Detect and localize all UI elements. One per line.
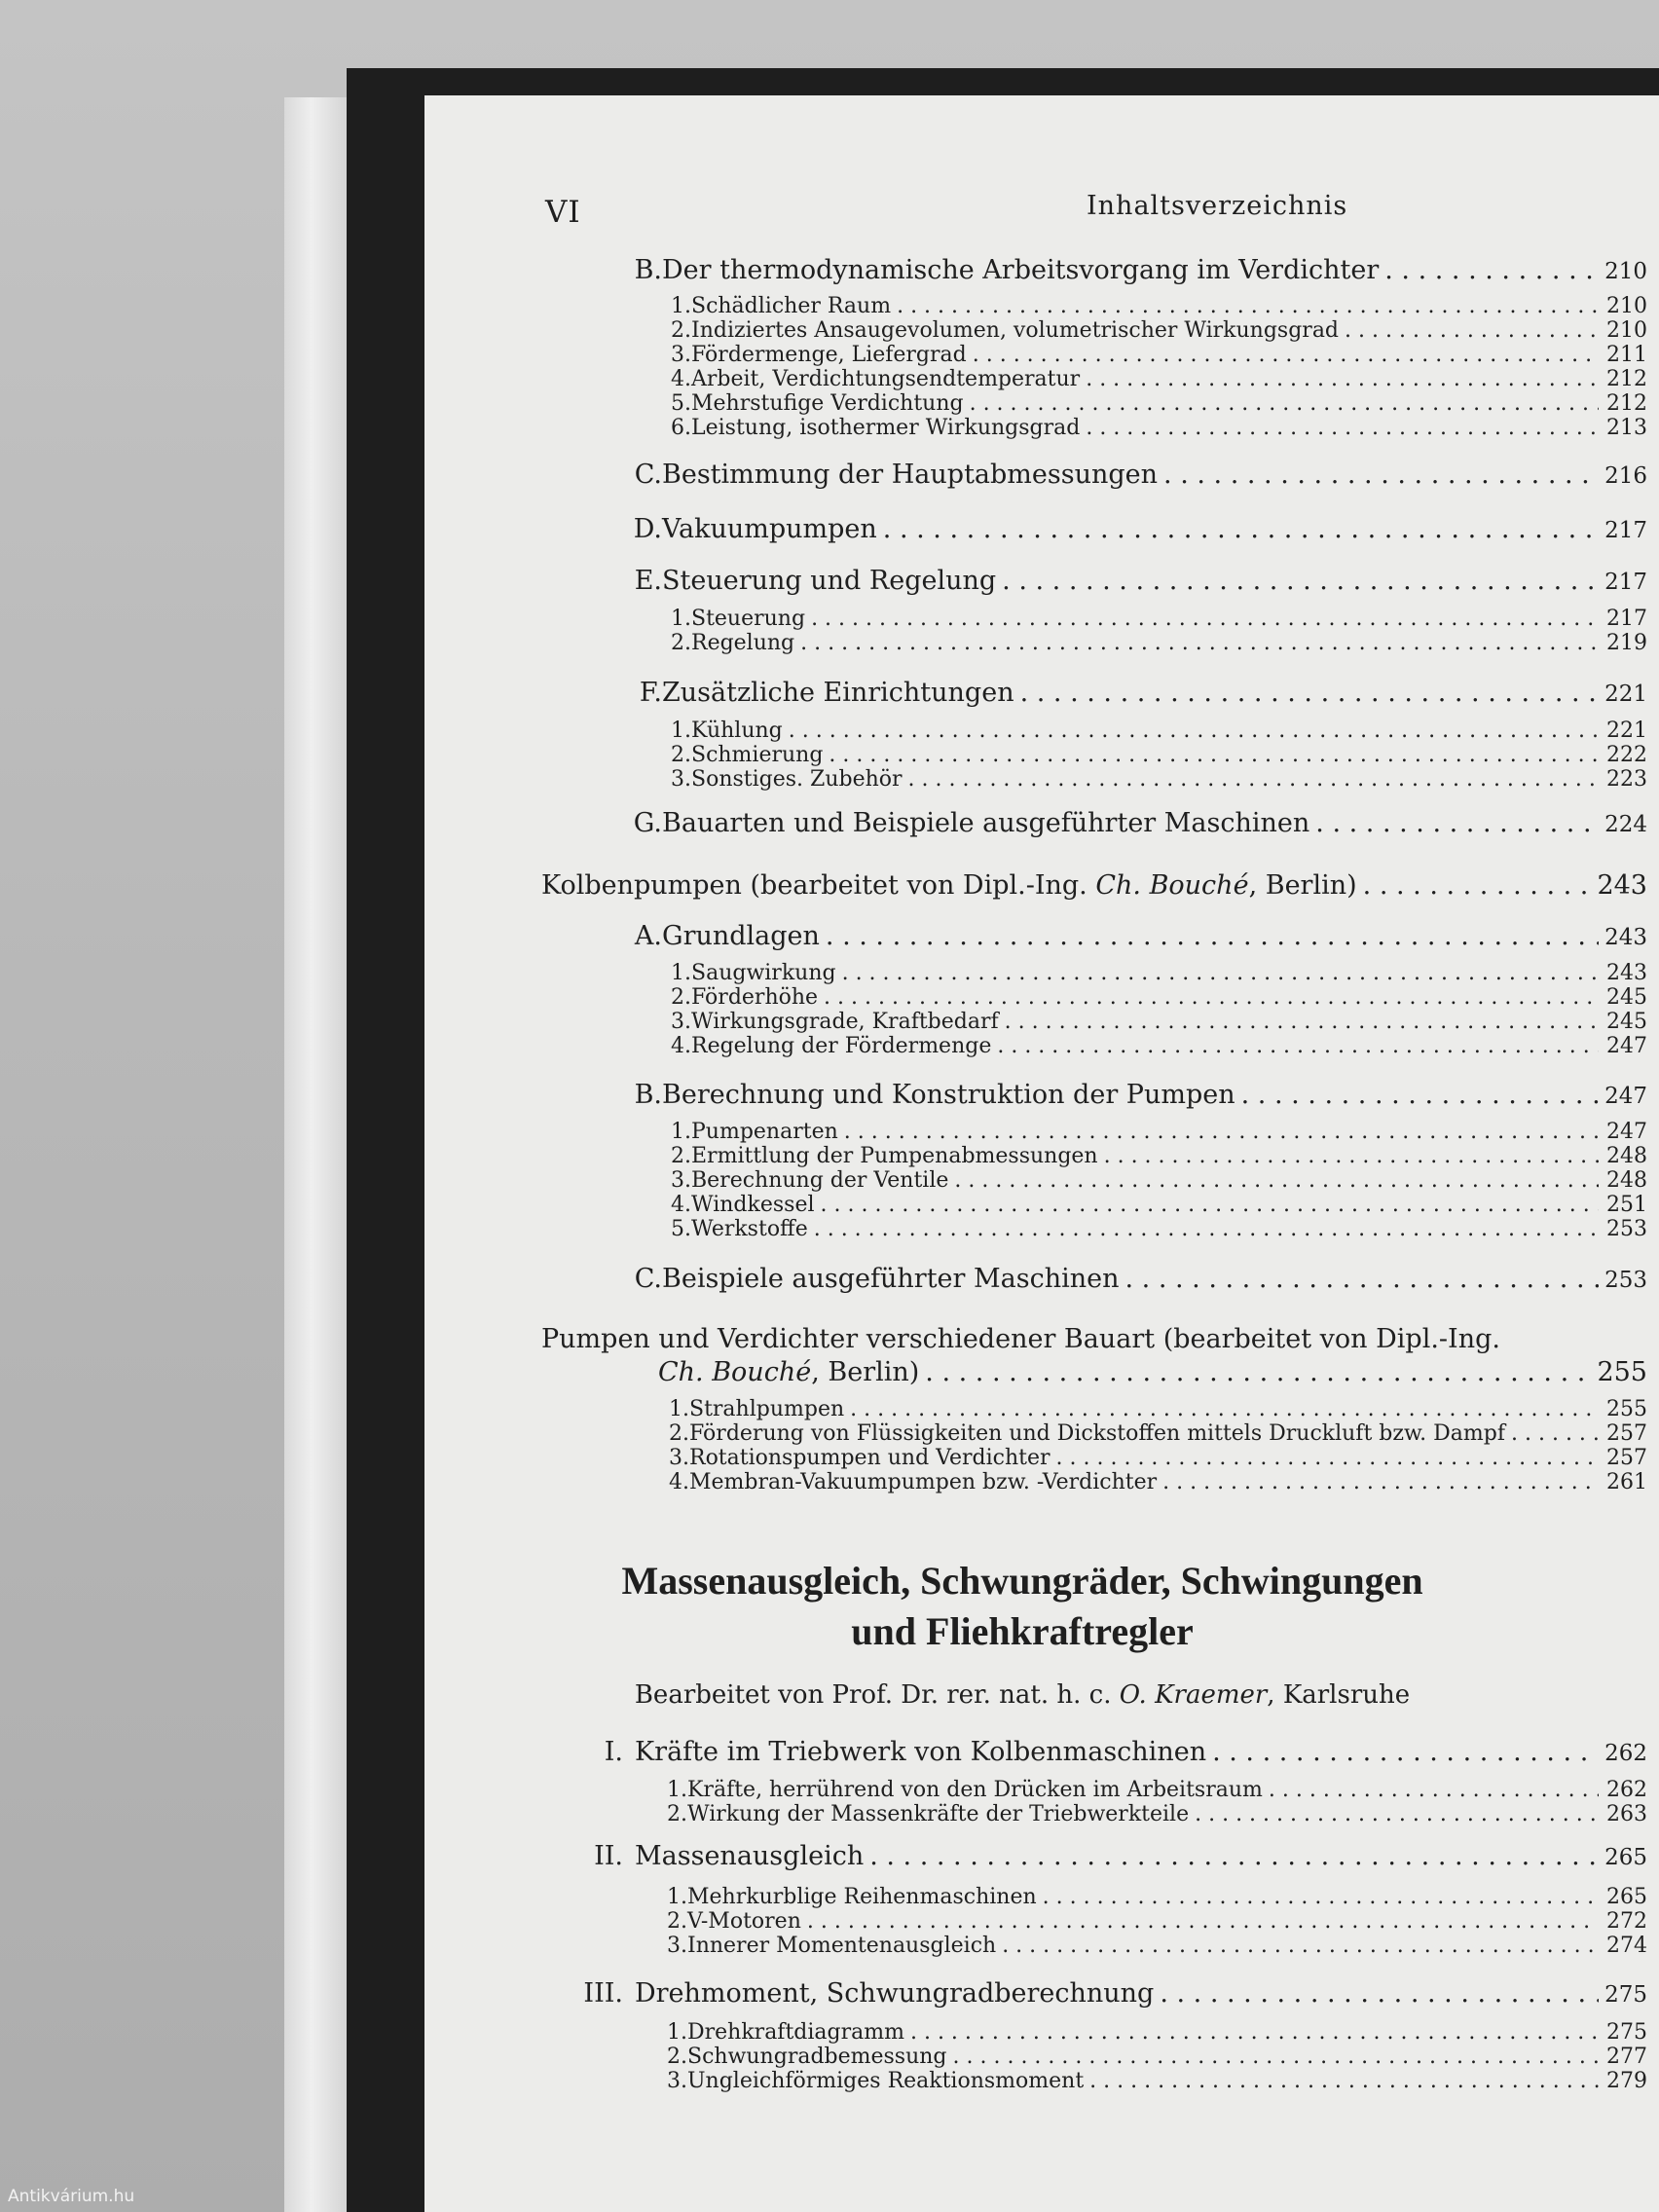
toc-entry-label: Rotationspumpen und Verdichter [689,1446,1051,1470]
toc-entry-page: 243 [1606,961,1647,985]
dot-leader [1195,1802,1599,1826]
toc-subentry [666,631,1647,655]
toc-entry-page: 243 [1604,925,1647,950]
toc-entry-number: 4. [669,1470,689,1494]
toc-entry-page: 222 [1606,743,1647,767]
toc-entry-label: Leistung, isothermer Wirkungsgrad [691,416,1081,440]
toc-entry-number: 4. [671,1193,691,1217]
toc-entry-number: 2. [671,1144,691,1168]
toc-label-text: Kolbenpumpen (bearbeitet von Dipl.-Ing. [541,870,1096,901]
toc-entry-label: Wirkungsgrade, Kraftbedarf [691,1010,999,1034]
toc-entry-number: 2. [667,1802,687,1826]
dot-leader [1043,1885,1599,1909]
toc-entry-page: 277 [1606,2045,1647,2069]
toc-entry [629,460,1647,490]
toc-entry-number: II. [594,1841,623,1871]
dot-leader [807,1909,1599,1934]
toc-subentry [664,1421,1647,1446]
dot-leader [1511,1421,1599,1446]
toc-entry-label: Bestimmung der Hauptabmessungen [662,460,1159,490]
toc-entry-page: 262 [1604,1741,1647,1766]
page-header [545,191,1659,238]
toc-entry-number: C. [634,1264,662,1294]
toc-entry-number: G. [633,808,662,838]
toc-entry-number: 6. [671,416,691,440]
toc-entry-number: 2. [667,2045,687,2069]
toc-entry-number: 3. [669,1446,689,1470]
toc-subentry [666,1120,1647,1144]
dot-leader [1162,1470,1599,1494]
page-number: VI [545,195,581,230]
toc-entry-number: 4. [671,1034,691,1058]
dot-leader [925,1357,1591,1387]
toc-entry-number: III. [583,1978,623,2009]
dot-leader [1212,1737,1599,1767]
toc-entry-number: 3. [671,767,691,792]
dot-leader [954,1168,1599,1193]
toc-entry-page: 211 [1606,343,1647,367]
toc-entry-page: 251 [1606,1193,1647,1217]
dot-leader [844,1120,1599,1144]
toc-entry-number: 1. [671,719,691,743]
toc-subentry [666,1144,1647,1168]
toc-entry-page: 262 [1606,1778,1647,1802]
toc-entry-page: 247 [1606,1120,1647,1144]
toc-entry-page: 265 [1604,1845,1647,1870]
toc-entry-page: 221 [1606,719,1647,743]
toc-entry-label: Steuerung [691,607,806,631]
toc-entry-label: Steuerung und Regelung [662,566,997,596]
toc-entry [629,1264,1647,1294]
toc-entry-page: 213 [1606,416,1647,440]
toc-entry-page: 210 [1606,318,1647,343]
toc-entry-label: Fördermenge, Liefergrad [691,343,967,367]
toc-entry-page: 275 [1604,1982,1647,2008]
toc-entry-page: 272 [1606,1909,1647,1934]
toc-entry-label: Drehkraftdiagramm [687,2020,904,2045]
toc-entry-page: 212 [1606,391,1647,416]
book-page [424,95,1659,2212]
toc-entry-label: Arbeit, Verdichtungsendtemperatur [691,367,1081,391]
toc-entry-number: 2. [667,1909,687,1934]
chapter-author-name: O. Kraemer [1119,1680,1268,1710]
toc-entry-number: 3. [667,2069,687,2093]
dot-leader [826,921,1599,951]
toc-entry-number: 3. [671,1168,691,1193]
toc-entry-label: Beispiele ausgeführter Maschinen [662,1264,1120,1294]
toc-entry-number: 3. [671,1010,691,1034]
toc-entry-number: 5. [671,391,691,416]
toc-subentry [666,294,1647,318]
toc-entry-number: 1. [667,1778,687,1802]
toc-entry-number: 1. [671,1120,691,1144]
dot-leader [897,294,1599,318]
dot-leader [970,391,1599,416]
toc-entry [629,566,1647,596]
toc-entry-number: 1. [669,1397,689,1421]
toc-chapter-entry [541,870,1647,901]
dot-leader [869,1841,1599,1871]
toc-subentry [666,318,1647,343]
toc-entry-page: 217 [1606,607,1647,631]
toc-entry-number: A. [634,921,662,951]
toc-entry-label: Pumpenarten [691,1120,838,1144]
toc-entry [571,1737,1647,1767]
toc-subentry [666,985,1647,1010]
toc-entry-page: 261 [1606,1470,1647,1494]
dot-leader [1104,1144,1599,1168]
toc-entry-number: 3. [667,1934,687,1958]
toc-entry-label: Regelung der Fördermenge [691,1034,992,1058]
toc-entry-page: 245 [1606,1010,1647,1034]
toc-entry-number: 5. [671,1217,691,1241]
dot-leader [1160,1978,1599,2009]
toc-subentry [666,719,1647,743]
toc-entry-number: 1. [671,294,691,318]
toc-author-name: Ch. Bouché [1095,870,1249,901]
book-cover-edge [284,97,352,2212]
toc-entry-label: Ermittlung der Pumpenabmessungen [691,1144,1098,1168]
toc-entry-page: 210 [1604,259,1647,284]
dot-leader [973,343,1599,367]
toc-entry [629,921,1647,951]
dot-leader [1056,1446,1599,1470]
toc-entry-number: B. [634,1080,662,1110]
toc-subentry [662,1885,1647,1909]
toc-author-name: Ch. Bouché [658,1357,812,1387]
toc-entry-page: 248 [1606,1168,1647,1193]
toc-entry [629,808,1647,838]
toc-entry-number: 2. [671,631,691,655]
toc-subentry [662,2045,1647,2069]
toc-subentry [666,1168,1647,1193]
toc-entry-page: 257 [1606,1446,1647,1470]
dot-leader [1163,460,1599,490]
toc-entry-page: 210 [1606,294,1647,318]
toc-entry-page: 245 [1606,985,1647,1010]
toc-entry-label: Regelung [691,631,795,655]
toc-entry-number: D. [633,514,662,544]
toc-entry-label: Kräfte im Triebwerk von Kolbenmaschinen [635,1737,1207,1767]
chapter-author [386,1680,1659,1710]
toc-entry-number: 4. [671,367,691,391]
toc-entry-label: Vakuumpumpen [662,514,877,544]
toc-entry-page: 217 [1604,570,1647,595]
toc-entry [629,255,1647,285]
toc-entry-number: 3. [671,343,691,367]
toc-entry-label: Förderhöhe [691,985,819,1010]
toc-subentry [666,1217,1647,1241]
toc-entry-label: Werkstoffe [691,1217,808,1241]
toc-subentry [662,1934,1647,1958]
dot-leader [908,767,1599,792]
toc-chapter-entry [658,1357,1647,1387]
toc-chapter-label-line: Pumpen und Verdichter verschiedener Bauart (bearbeitet von Dipl.-Ing. [541,1324,1500,1354]
toc-entry-label: Förderung von Flüssigkeiten und Dickstoffen mittels Druckluft bzw. Dampf [689,1421,1505,1446]
toc-subentry [666,1193,1647,1217]
toc-subentry [666,343,1647,367]
toc-entry-label: Zusätzliche Einrichtungen [662,678,1014,708]
toc-entry-label: Grundlagen [662,921,820,951]
toc-entry-number: B. [634,255,662,285]
dot-leader [1005,1010,1599,1034]
toc-entry [629,1080,1647,1110]
dot-leader [1002,566,1599,596]
page-title: Inhaltsverzeichnis [1087,191,1348,221]
dot-leader [1363,870,1592,901]
toc-entry-label: Sonstiges. Zubehör [691,767,903,792]
chapter-heading-line: Massenausgleich, Schwungräder, Schwingungen [621,1559,1423,1603]
toc-subentry [662,1909,1647,1934]
chapter-heading-line: und Fliehkraftregler [851,1609,1194,1653]
dot-leader [1125,1264,1599,1294]
toc-entry-label: Strahlpumpen [689,1397,845,1421]
toc-entry-page: 224 [1604,812,1647,837]
toc-entry-page: 275 [1606,2020,1647,2045]
toc-entry-number: I. [604,1737,623,1767]
toc-entry-number: 2. [671,743,691,767]
dot-leader [850,1397,1599,1421]
chapter-heading [386,1556,1659,1657]
toc-entry-number: F. [639,678,662,708]
dot-leader [1086,416,1599,440]
dot-leader [910,2020,1599,2045]
toc-subentry [662,1778,1647,1802]
toc-entry-label: Der thermodynamische Arbeitsvorgang im Verdichter [662,255,1380,285]
toc-subentry [666,1034,1647,1058]
toc-entry-label: Indiziertes Ansaugevolumen, volumetrischer Wirkungsgrad [691,318,1340,343]
toc-entry-page: 274 [1606,1934,1647,1958]
dot-leader [953,2045,1599,2069]
dot-leader [1269,1778,1599,1802]
toc-entry-number: 2. [671,318,691,343]
toc-subentry [666,367,1647,391]
toc-subentry [662,2020,1647,2045]
toc-subentry [666,607,1647,631]
toc-entry-page: 217 [1604,518,1647,543]
toc-entry-page: 253 [1606,1217,1647,1241]
dot-leader [1086,367,1599,391]
dot-leader [814,1217,1599,1241]
dot-leader [1241,1080,1599,1110]
toc-entry-page: 255 [1597,1357,1647,1387]
toc-entry-number: 2. [669,1421,689,1446]
chapter-author-text: , Karlsruhe [1267,1680,1411,1710]
toc-subentry [664,1446,1647,1470]
toc-entry-label: Kräfte, herrührend von den Drücken im Arbeitsraum [687,1778,1263,1802]
toc-entry-label: Berechnung und Konstruktion der Pumpen [662,1080,1235,1110]
dot-leader [842,961,1599,985]
toc-entry-page: 248 [1606,1144,1647,1168]
toc-entry-label: Windkessel [691,1193,815,1217]
toc-entry [571,1841,1647,1871]
toc-label-text: , Berlin) [811,1357,920,1387]
toc-subentry [666,416,1647,440]
dot-leader [1345,318,1599,343]
chapter-author-text: Bearbeitet von Prof. Dr. rer. nat. h. c. [634,1680,1120,1710]
toc-subentry [662,2069,1647,2093]
toc-entry-number: 2. [671,985,691,1010]
dot-leader [997,1034,1599,1058]
toc-entry-number: 1. [667,2020,687,2045]
toc-entry-label: Kühlung [691,719,783,743]
dot-leader [811,607,1599,631]
toc-entry-page: 216 [1604,463,1647,489]
dot-leader [1002,1934,1599,1958]
dot-leader [789,719,1599,743]
toc-entry-page: 247 [1604,1084,1647,1109]
dot-leader [1315,808,1599,838]
toc-subentry [666,1010,1647,1034]
toc-entry-label: Schädlicher Raum [691,294,892,318]
toc-entry-page: 279 [1606,2069,1647,2093]
dot-leader [824,985,1599,1010]
toc-entry-page: 255 [1606,1397,1647,1421]
toc-entry-page: 247 [1606,1034,1647,1058]
toc-entry-label: Bauarten und Beispiele ausgeführter Maschinen [662,808,1310,838]
toc-entry-number: 1. [667,1885,687,1909]
toc-label-text: , Berlin) [1248,870,1357,901]
toc-entry-label: Mehrkurblige Reihenmaschinen [687,1885,1037,1909]
toc-entry-label: Schmierung [691,743,824,767]
toc-entry-number: E. [634,566,662,596]
dot-leader [1384,255,1599,285]
toc-entry-label: Wirkung der Massenkräfte der Triebwerkteile [687,1802,1190,1826]
toc-subentry [664,1397,1647,1421]
dot-leader [821,1193,1600,1217]
toc-entry-label: Ungleichförmiges Reaktionsmoment [687,2069,1085,2093]
toc-subentry [666,767,1647,792]
toc-subentry [666,743,1647,767]
toc-entry-number: 1. [671,607,691,631]
toc-entry-page: 265 [1606,1885,1647,1909]
toc-entry-page: 263 [1606,1802,1647,1826]
toc-entry-label: Saugwirkung [691,961,836,985]
watermark: Antikvárium.hu [8,2187,135,2206]
toc-entry-page: 221 [1604,682,1647,707]
toc-entry [571,1978,1647,2009]
toc-subentry [666,961,1647,985]
toc-entry-page: 223 [1606,767,1647,792]
toc-subentry [666,391,1647,416]
toc-entry-label: Massenausgleich [635,1841,865,1871]
toc-entry-page: 253 [1604,1268,1647,1293]
toc-entry-label [541,870,1357,901]
toc-entry-label: Mehrstufige Verdichtung [691,391,964,416]
dot-leader [1020,678,1599,708]
toc-entry-label: Schwungradbemessung [687,2045,947,2069]
toc-subentry [664,1470,1647,1494]
toc-entry-label: Membran-Vakuumpumpen bzw. -Verdichter [689,1470,1158,1494]
toc-entry-page: 219 [1606,631,1647,655]
toc-entry-page: 257 [1606,1421,1647,1446]
toc-subentry [662,1802,1647,1826]
dot-leader [829,743,1599,767]
toc-entry-number: 1. [671,961,691,985]
toc-entry-page: 212 [1606,367,1647,391]
toc-entry-label: V-Motoren [687,1909,801,1934]
toc-entry-label [658,1357,919,1387]
toc-entry-label: Innerer Momentenausgleich [687,1934,997,1958]
dot-leader [883,514,1599,544]
dot-leader [1089,2069,1599,2093]
toc-entry-number: C. [634,460,662,490]
toc-entry-label: Drehmoment, Schwungradberechnung [635,1978,1155,2009]
toc-entry [629,678,1647,708]
dot-leader [800,631,1599,655]
toc-entry [629,514,1647,544]
toc-entry-label: Berechnung der Ventile [691,1168,949,1193]
toc-entry-page: 243 [1597,870,1647,901]
